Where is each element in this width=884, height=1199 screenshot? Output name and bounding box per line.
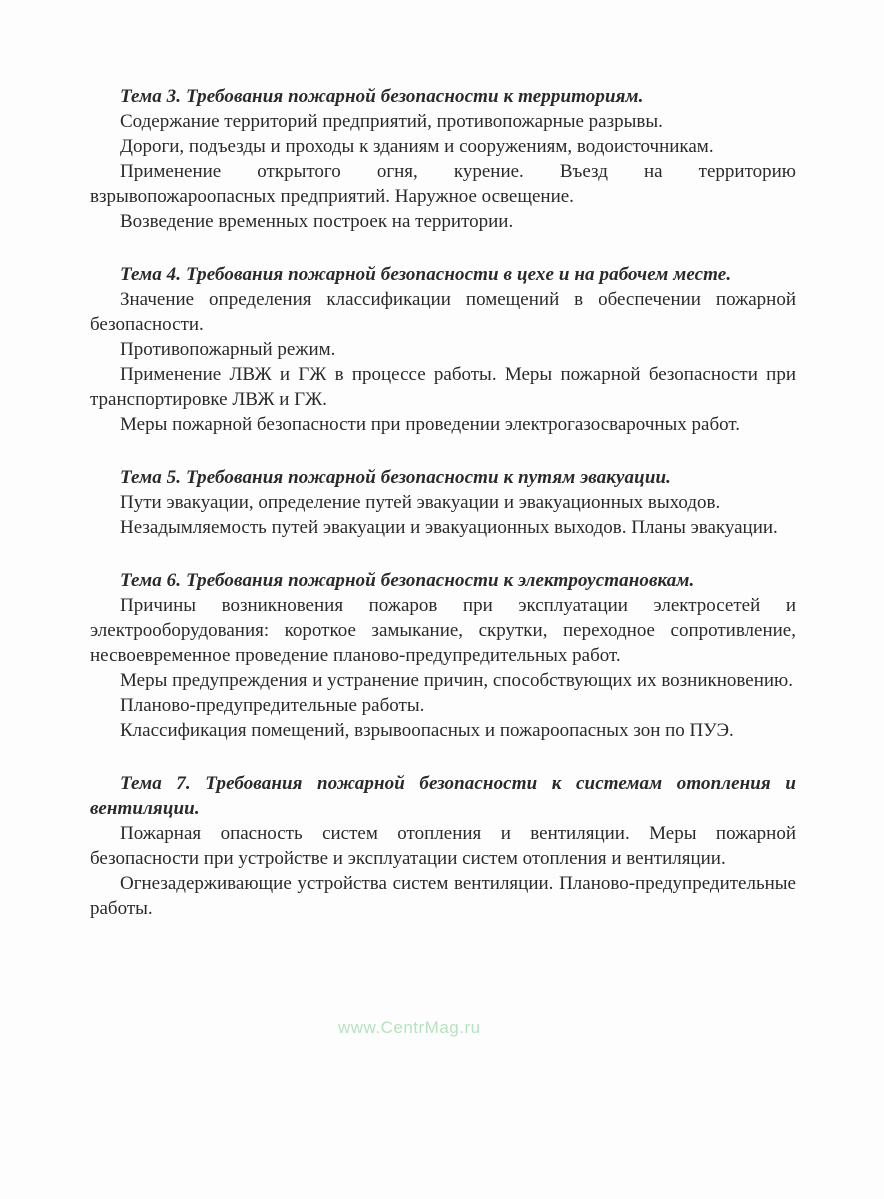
paragraph: Меры предупреждения и устранение причин, способствующих их возникновению. (120, 670, 793, 691)
paragraph: Применение открытого огня, курение. Въезд на территорию взрывопожароопасных предприятий. Наружное освещение. (90, 161, 796, 207)
paragraph: Огнезадерживающие устройства систем вентиляции. Планово-предупредительные работы. (90, 873, 796, 919)
paragraph: Планово-предупредительные работы. (120, 695, 425, 716)
paragraph: Классификация помещений, взрывоопасных и пожароопасных зон по ПУЭ. (120, 720, 734, 741)
paragraph: Пожарная опасность систем отопления и вентиляции. Меры пожарной безопасности при устройстве и эксплуатации систем отопления и вентиляции. (90, 823, 796, 869)
paragraph: Применение ЛВЖ и ГЖ в процессе работы. Меры пожарной безопасности при транспортировке ЛВЖ и ГЖ. (90, 364, 796, 410)
topic-5-section (90, 465, 796, 540)
paragraph: Содержание территорий предприятий, противопожарные разрывы. (120, 111, 663, 132)
topic-heading: Тема 5. Требования пожарной безопасности к путям эвакуации. (120, 467, 672, 488)
topic-heading: Тема 3. Требования пожарной безопасности к территориям. (120, 86, 644, 107)
topic-heading: Тема 7. Требования пожарной безопасности к системам отопления и вентиляции. (90, 773, 796, 819)
paragraph: Причины возникновения пожаров при эксплуатации электросетей и электрооборудования: короткое замыкание, скрутки, переходное сопротивление, несвоевременное проведение планово-предупредительных работ. (90, 595, 796, 666)
topic-7-section (90, 771, 796, 921)
topic-heading: Тема 6. Требования пожарной безопасности к электроустановкам. (120, 570, 695, 591)
paragraph: Возведение временных построек на территории. (120, 211, 514, 232)
paragraph: Меры пожарной безопасности при проведении электрогазосварочных работ. (120, 414, 741, 435)
paragraph: Дороги, подъезды и проходы к зданиям и сооружениям, водоисточникам. (120, 136, 714, 157)
paragraph: Значение определения классификации помещений в обеспечении пожарной безопасности. (90, 289, 796, 335)
paragraph: Незадымляемость путей эвакуации и эвакуационных выходов. Планы эвакуации. (120, 517, 778, 538)
document-text (90, 84, 796, 949)
topic-4-section (90, 262, 796, 437)
topic-6-section (90, 568, 796, 743)
topic-heading: Тема 4. Требования пожарной безопасности в цехе и на рабочем месте. (120, 264, 732, 285)
paragraph: Пути эвакуации, определение путей эвакуации и эвакуационных выходов. (120, 492, 721, 513)
paragraph: Противопожарный режим. (120, 339, 336, 360)
topic-3-section (90, 84, 796, 234)
watermark: www.CentrMag.ru (338, 1018, 481, 1037)
